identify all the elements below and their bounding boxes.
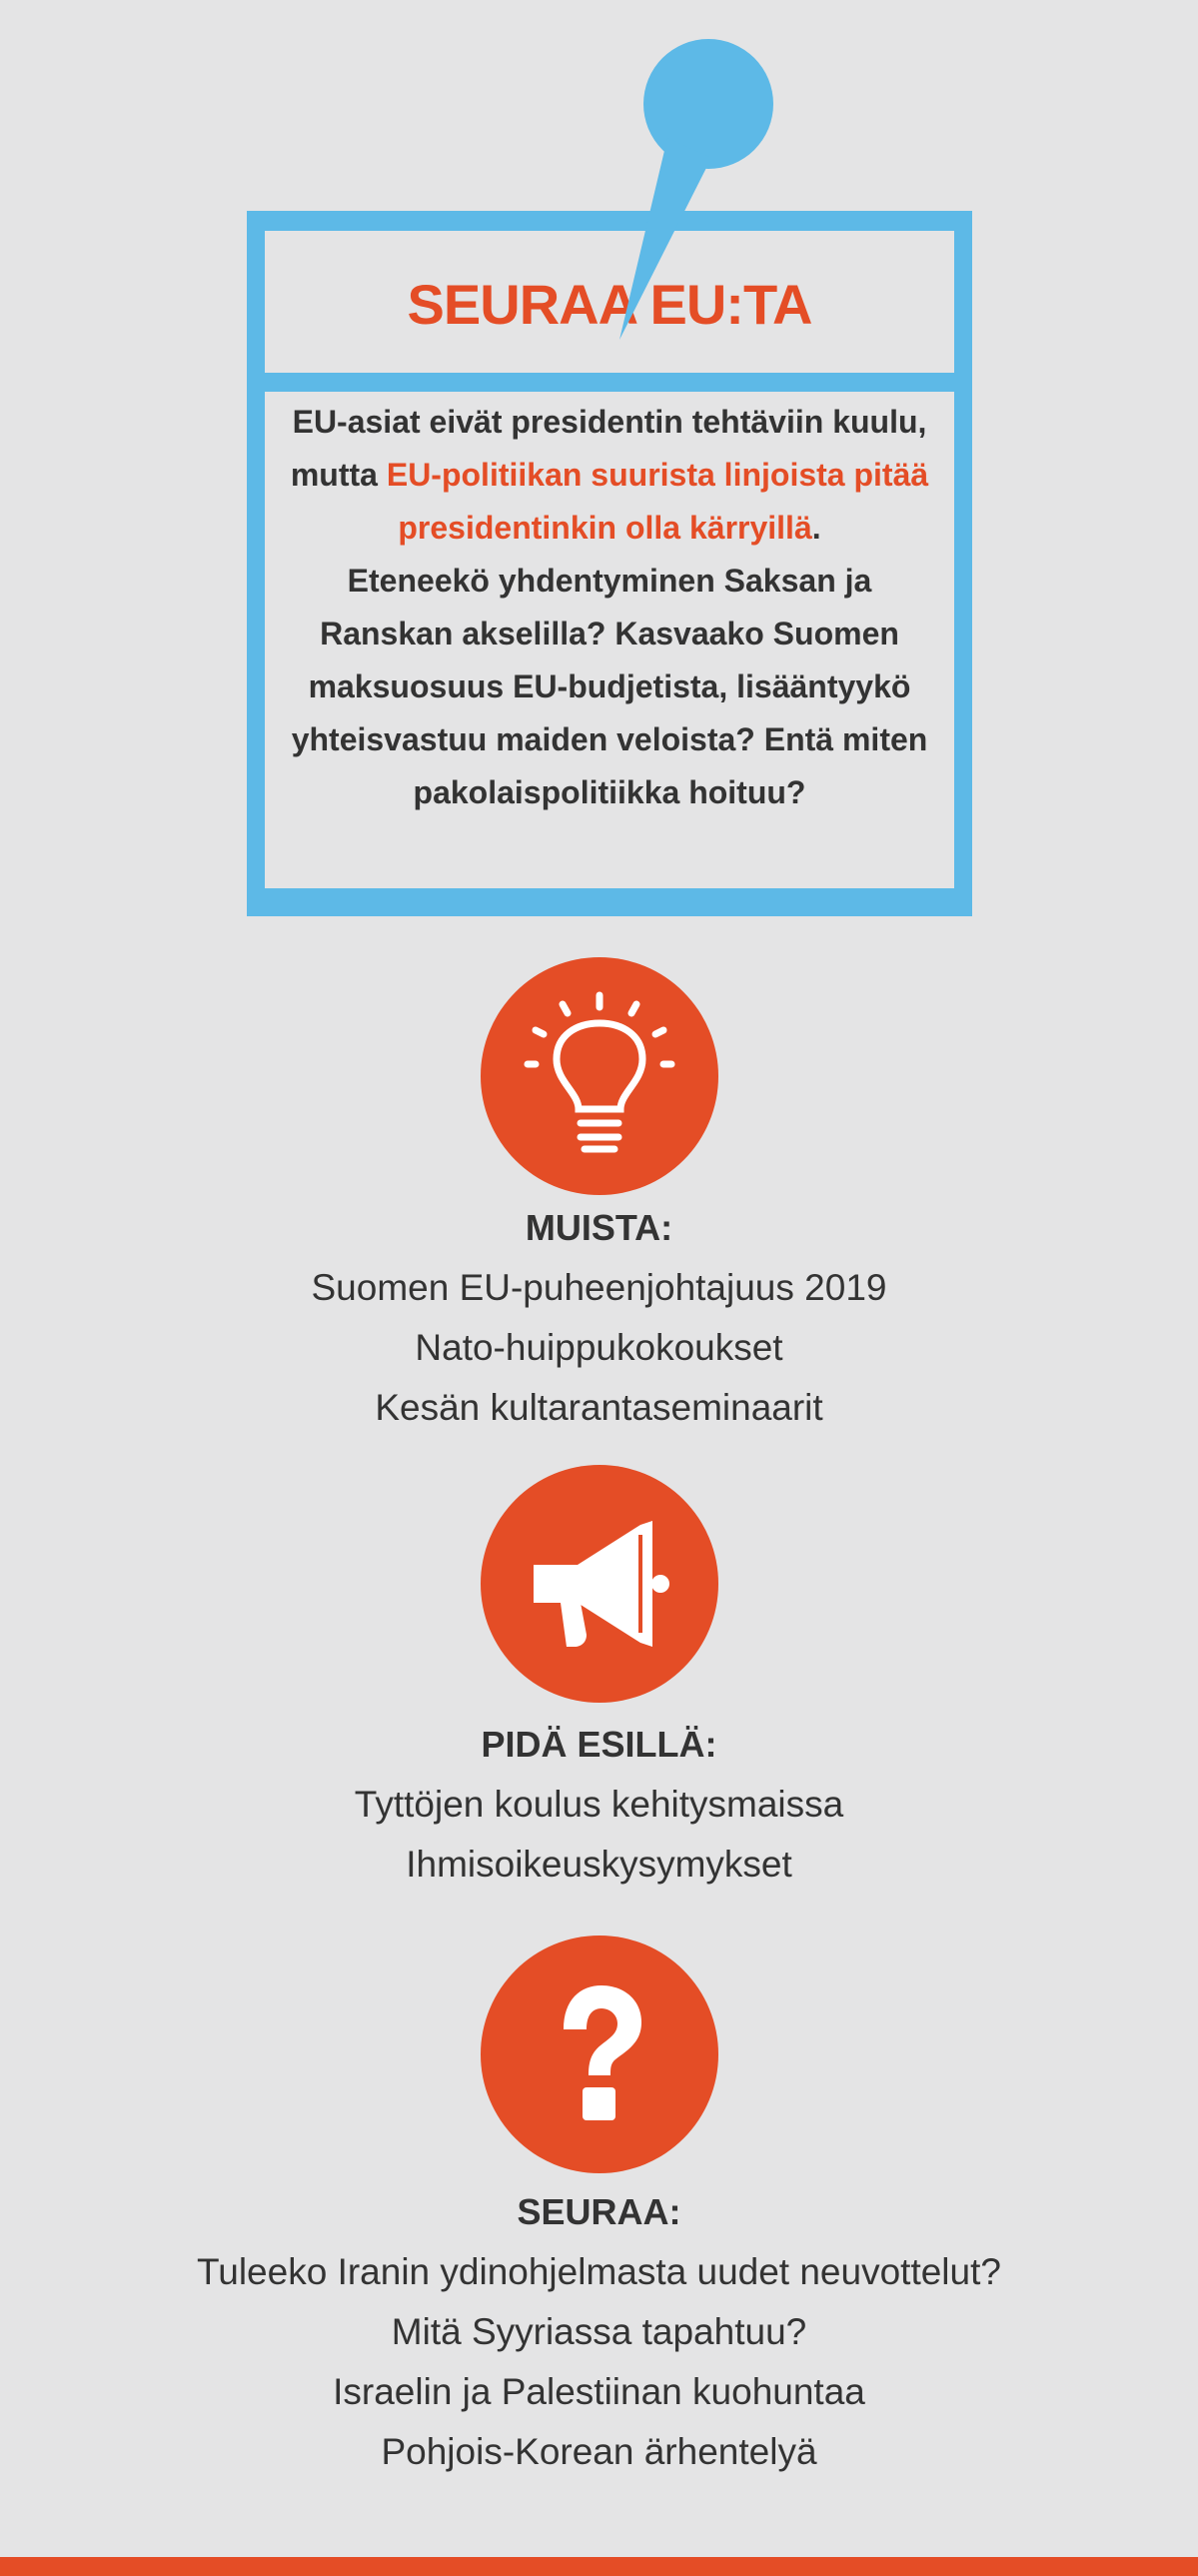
section-list — [0, 1258, 1198, 1438]
page-title: SEURAA EU:TA — [407, 273, 812, 336]
intro-part2: . — [811, 510, 821, 546]
section-follow — [0, 2182, 1198, 2482]
speech-pin-icon — [0, 0, 1198, 360]
list-item: Suomen EU-puheenjohtajuus 2019 — [311, 1267, 887, 1308]
section-keep-visible — [0, 1715, 1198, 1895]
list-item: Mitä Syyriassa tapahtuu? — [391, 2311, 807, 2352]
list-item: Tuleeko Iranin ydinohjelmasta uudet neuvottelut? — [197, 2251, 1001, 2292]
lightbulb-badge — [481, 957, 718, 1195]
list-item: Israelin ja Palestiinan kuohuntaa — [333, 2371, 865, 2412]
intro-part1: EU-asiat eivät presidentin tehtäviin kuulu, mutta — [290, 404, 927, 493]
intro-paragraph2: Eteneekö yhdentyminen Saksan ja Ranskan akselilla? Kasvaako Suomen maksuosuus EU-budjetista, lisääntyykö yhteisvastuu maiden veloista? Entä miten pakolaispolitiikka hoituu? — [291, 563, 928, 810]
list-item: Pohjois-Korean ärhentelyä — [381, 2431, 817, 2472]
list-item: Tyttöjen koulus kehitysmaissa — [354, 1784, 844, 1825]
section-heading: PIDÄ ESILLÄ: — [481, 1724, 717, 1765]
list-item: Kesän kultarantaseminaarit — [375, 1387, 823, 1428]
question-badge — [481, 1935, 718, 2173]
bottom-bar — [0, 2557, 1198, 2576]
lightbulb-icon — [481, 957, 718, 1195]
list-item: Nato-huippukokoukset — [415, 1327, 783, 1368]
section-list — [0, 2242, 1198, 2482]
section-heading: MUISTA: — [525, 1207, 673, 1248]
intro-text — [285, 396, 934, 819]
question-mark-icon — [481, 1935, 718, 2173]
section-remember — [0, 1198, 1198, 1438]
section-list — [0, 1775, 1198, 1895]
section-heading: SEURAA: — [517, 2191, 681, 2232]
intro-highlight: EU-politiikan suurista linjoista pitää presidentinkin olla kärryillä — [386, 457, 929, 546]
megaphone-badge — [481, 1465, 718, 1703]
list-item: Ihmisoikeuskysymykset — [406, 1844, 792, 1885]
megaphone-icon — [481, 1465, 718, 1703]
